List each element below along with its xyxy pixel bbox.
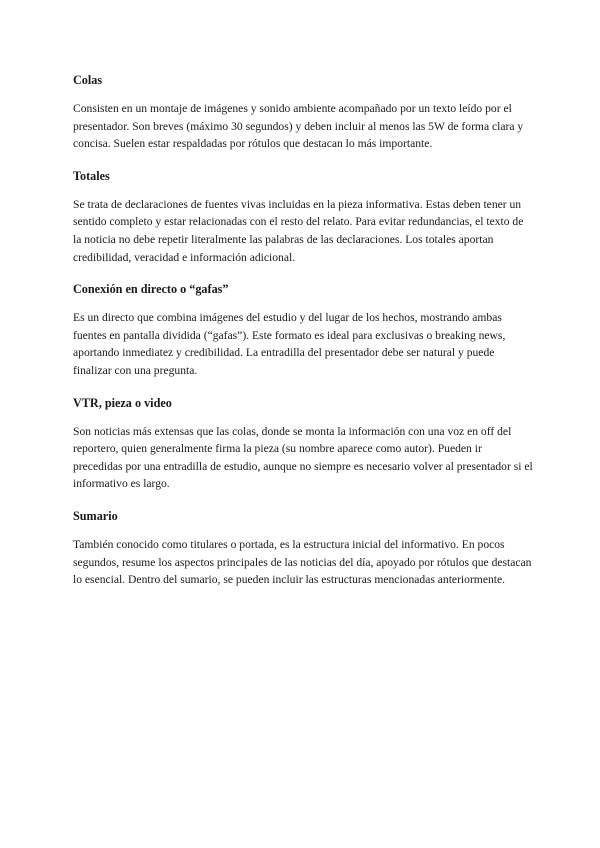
section-body-totales: Se trata de declaraciones de fuentes vivas incluidas en la pieza informativa. Estas deben tener un sentido completo y estar relacionadas con el resto del relato. Para evitar redundancias, el texto de la noticia no debe repetir literalmente las palabras de las declaraciones. Los totales aportan credibilidad, veracidad e información adicional. — [73, 197, 524, 264]
section-heading-sumario: Sumario — [73, 508, 118, 523]
section-heading-colas: Colas — [73, 73, 103, 87]
document-content — [73, 72, 533, 604]
section-body-conexion: Es un directo que combina imágenes del estudio y del lugar de los hechos, mostrando ambas fuentes en pantalla dividida (“gafas”). Este formato es ideal para exclusivas o breaking news, aportando inmediatez y credibilidad. La entradilla del presentador debe ser natural y puede finalizar con una pregunta. — [73, 311, 506, 377]
section-body-vtr: Son noticias más extensas que las colas, donde se monta la información con una voz en off del reportero, quien generalmente firma la pieza (su nombre aparece como autor). Pueden ir precedidas por una entradilla de estudio, aunque no siempre es necesario volver al presentador si el informativo es largo. — [73, 424, 533, 491]
section-body-colas: Consisten en un montaje de imágenes y sonido ambiente acompañado por un texto leído por el presentador. Son breves (máximo 30 segundos) y deben incluir al menos las 5W de forma clara y concisa. Suelen estar respaldadas por rótulos que destacan lo más importante. — [73, 102, 524, 151]
section-heading-conexion: Conexión en directo o “gafas” — [73, 282, 229, 297]
section-body-sumario: También conocido como titulares o portada, es la estructura inicial del informativo. En pocos segundos, resume los aspectos principales de las noticias del día, apoyado por rótulos que destacan lo esencial. Dentro del sumario, se pueden incluir las estructuras mencionadas anteriormente. — [73, 537, 532, 587]
section-heading-vtr: VTR, pieza o video — [73, 395, 172, 410]
section-heading-totales: Totales — [73, 168, 110, 183]
